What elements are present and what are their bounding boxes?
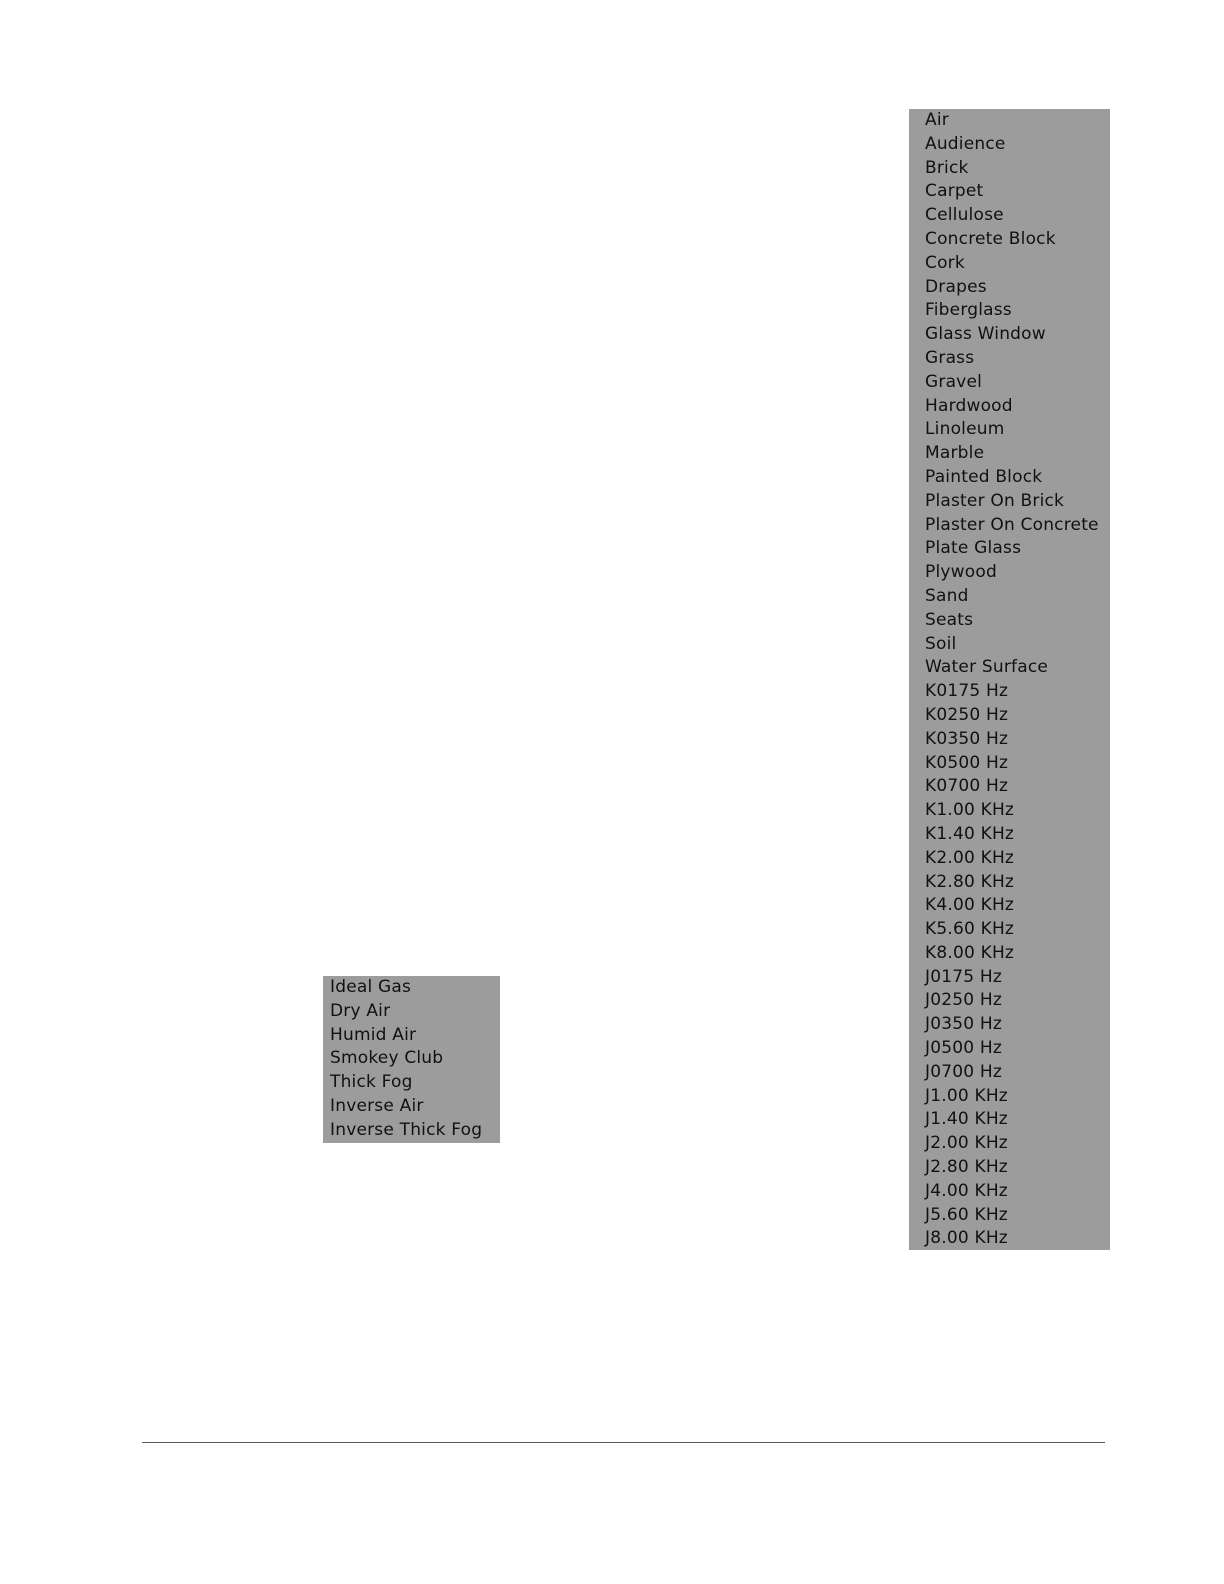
material-menu-item-k4-00-khz[interactable]: K4.00 KHz [925,895,1015,916]
atmosphere-menu-item-ideal-gas[interactable]: Ideal Gas [330,977,412,997]
material-menu-item-j2-80-khz[interactable]: J2.80 KHz [925,1157,1008,1178]
atmosphere-menu-item-inverse-air[interactable]: Inverse Air [330,1095,424,1116]
material-menu-item-j1-00-khz[interactable]: J1.00 KHz [925,1085,1008,1106]
material-menu-item-water-surface[interactable]: Water Surface [925,657,1049,678]
material-menu-item-painted-block[interactable]: Painted Block [925,466,1043,487]
atmosphere-menu-item-thick-fog[interactable]: Thick Fog [330,1072,413,1093]
materials-popup-menu [909,109,1110,1250]
atmosphere-menu-item-dry-air[interactable]: Dry Air [330,1000,391,1021]
footer-divider [142,1442,1105,1443]
material-menu-item-carpet[interactable]: Carpet [925,181,984,202]
material-menu-item-hardwood[interactable]: Hardwood [925,395,1013,416]
material-menu-item-plywood[interactable]: Plywood [925,562,997,583]
atmosphere-popup-menu [323,976,500,1143]
material-menu-item-j8-00-khz[interactable]: J8.00 KHz [925,1228,1008,1249]
material-menu-item-seats[interactable]: Seats [925,609,974,630]
material-menu-item-gravel[interactable]: Gravel [925,371,983,392]
material-menu-item-k2-80-khz[interactable]: K2.80 KHz [925,871,1015,892]
material-menu-item-cellulose[interactable]: Cellulose [925,205,1004,226]
material-menu-item-k0250-hz[interactable]: K0250 Hz [925,704,1009,725]
material-menu-item-j0250-hz[interactable]: J0250 Hz [925,990,1002,1011]
material-menu-item-k8-00-khz[interactable]: K8.00 KHz [925,942,1015,963]
material-menu-item-marble[interactable]: Marble [925,443,985,464]
material-menu-item-j4-00-khz[interactable]: J4.00 KHz [925,1180,1008,1201]
material-menu-item-brick[interactable]: Brick [925,157,969,178]
material-menu-item-j0500-hz[interactable]: J0500 Hz [925,1038,1002,1059]
material-menu-item-k1-00-khz[interactable]: K1.00 KHz [925,800,1015,821]
material-menu-item-sand[interactable]: Sand [925,585,969,606]
material-menu-item-k2-00-khz[interactable]: K2.00 KHz [925,847,1015,868]
material-menu-item-drapes[interactable]: Drapes [925,276,987,297]
material-menu-item-soil[interactable]: Soil [925,633,957,654]
material-menu-item-k0350-hz[interactable]: K0350 Hz [925,728,1009,749]
material-menu-item-cork[interactable]: Cork [925,252,965,273]
material-menu-item-j1-40-khz[interactable]: J1.40 KHz [925,1109,1008,1130]
material-menu-item-k0175-hz[interactable]: K0175 Hz [925,681,1009,702]
material-menu-item-j0350-hz[interactable]: J0350 Hz [925,1014,1002,1035]
material-menu-item-k0700-hz[interactable]: K0700 Hz [925,776,1009,797]
material-menu-item-plate-glass[interactable]: Plate Glass [925,538,1022,559]
atmosphere-menu-item-smokey-club[interactable]: Smokey Club [330,1048,444,1069]
material-menu-item-fiberglass[interactable]: Fiberglass [925,300,1012,321]
material-menu-item-audience[interactable]: Audience [925,133,1006,154]
material-menu-item-plaster-on-brick[interactable]: Plaster On Brick [925,490,1065,511]
material-menu-item-linoleum[interactable]: Linoleum [925,419,1005,440]
material-menu-item-grass[interactable]: Grass [925,347,975,368]
material-menu-item-air[interactable]: Air [925,110,949,130]
atmosphere-menu-item-inverse-thick-fog[interactable]: Inverse Thick Fog [330,1119,483,1140]
material-menu-item-k5-60-khz[interactable]: K5.60 KHz [925,919,1015,940]
material-menu-item-j0700-hz[interactable]: J0700 Hz [925,1061,1002,1082]
material-menu-item-plaster-on-concrete[interactable]: Plaster On Concrete [925,514,1099,535]
material-menu-item-j5-60-khz[interactable]: J5.60 KHz [925,1204,1008,1225]
material-menu-item-j0175-hz[interactable]: J0175 Hz [925,966,1002,987]
material-menu-item-k0500-hz[interactable]: K0500 Hz [925,752,1009,773]
material-menu-item-glass-window[interactable]: Glass Window [925,324,1046,345]
atmosphere-menu-item-humid-air[interactable]: Humid Air [330,1024,417,1045]
material-menu-item-concrete-block[interactable]: Concrete Block [925,228,1056,249]
material-menu-item-k1-40-khz[interactable]: K1.40 KHz [925,823,1015,844]
material-menu-item-j2-00-khz[interactable]: J2.00 KHz [925,1133,1008,1154]
